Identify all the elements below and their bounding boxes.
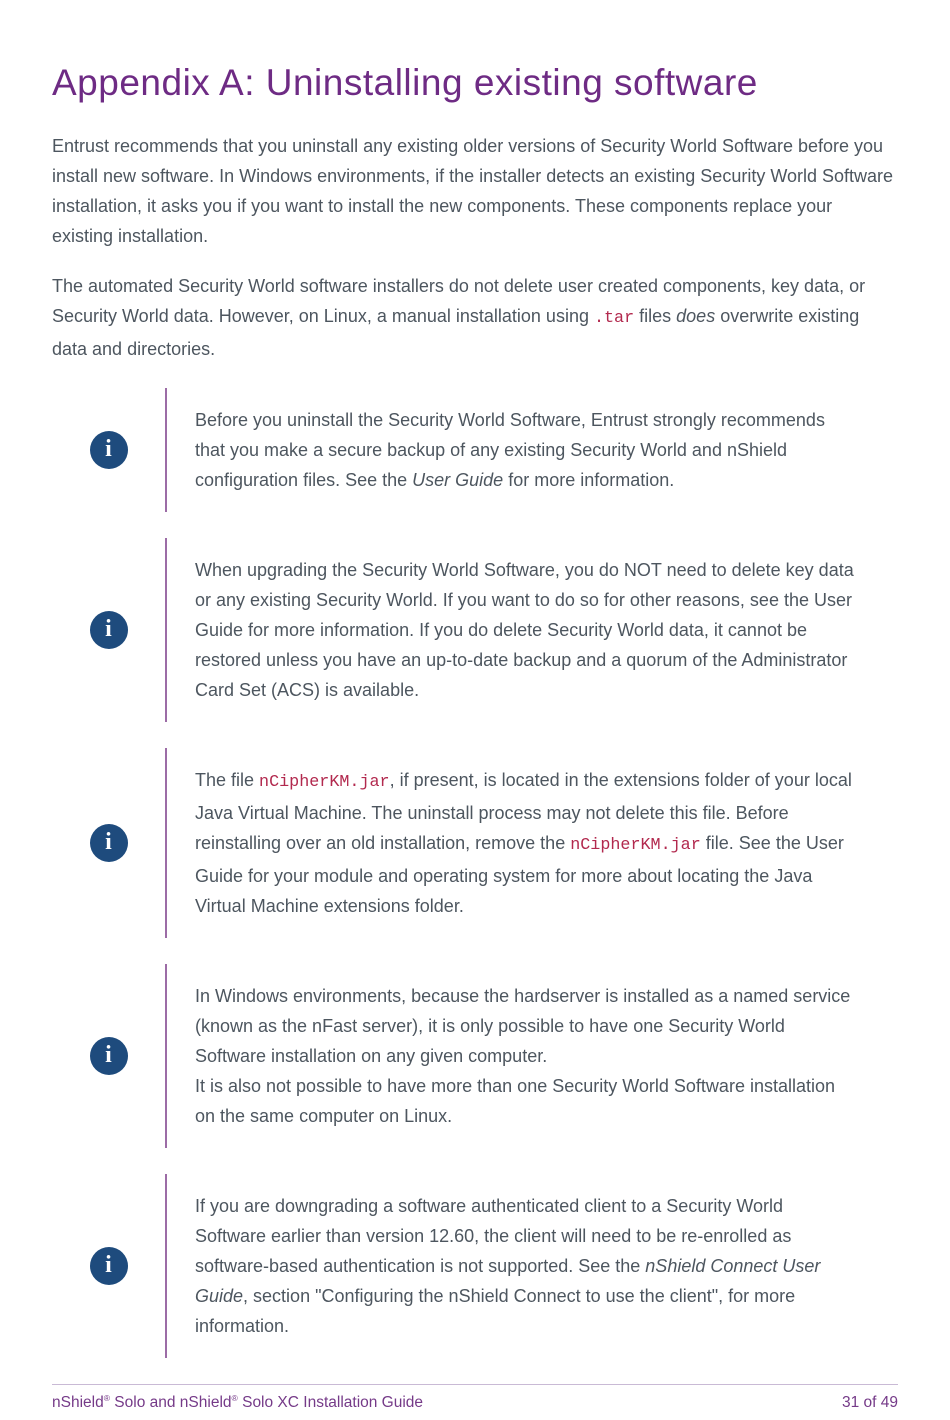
note-icon-column xyxy=(52,964,165,1148)
info-icon-glyph: i xyxy=(105,1041,112,1068)
note-text: The file nCipherKM.jar, if present, is located in the extensions folder of your local Java Virtual Machine. The uninstall process may not delete this file. Before reinstalling over an old installation, remove the nCipherKM.jar file. See the User Guide for your module and operating system for more about locating the Java Virtual Machine extensions folder. xyxy=(165,748,898,938)
page-title: Appendix A: Uninstalling existing software xyxy=(52,62,758,103)
info-icon xyxy=(90,431,128,469)
info-icon xyxy=(90,611,128,649)
note-callout xyxy=(52,1174,898,1358)
note-icon-column xyxy=(52,1174,165,1358)
footer-divider xyxy=(52,1384,898,1385)
note-callout xyxy=(52,538,898,722)
footer-document-title: nShield® Solo and nShield® Solo XC Installation Guide xyxy=(52,1392,424,1411)
note-callout xyxy=(52,964,898,1148)
note-text: In Windows environments, because the hardserver is installed as a named service (known as the nFast server), it is only possible to have one Security World Software installation on any given computer. It is also not possible to have more than one Security World Software installation on the same computer on Linux. xyxy=(165,964,898,1148)
info-icon-glyph: i xyxy=(105,1251,112,1278)
paragraph: The automated Security World software installers do not delete user created components, key data, or Security World data. However, on Linux, a manual installation using .tar files does overwrite existing data and directories. xyxy=(52,275,866,359)
note-callout xyxy=(52,748,898,938)
info-icon-glyph: i xyxy=(105,435,112,462)
info-icon xyxy=(90,824,128,862)
page-footer xyxy=(0,1384,950,1420)
info-icon-glyph: i xyxy=(105,615,112,642)
paragraph: Entrust recommends that you uninstall any existing older versions of Security World Software before you install new software. In Windows environments, if the installer detects an existing Security World Software installation, it asks you if you want to install the new components. These components replace your existing installation. xyxy=(52,135,894,246)
info-icon xyxy=(90,1037,128,1075)
note-text: If you are downgrading a software authenticated client to a Security World Software earlier than version 12.60, the client will need to be re-enrolled as software-based authentication is not supported. See the nShield Connect User Guide, section "Configuring the nShield Connect to use the client", for more information. xyxy=(165,1174,898,1358)
footer-page-number: 31 of 49 xyxy=(841,1393,898,1411)
note-icon-column xyxy=(52,388,165,512)
note-text: Before you uninstall the Security World Software, Entrust strongly recommends that you make a secure backup of any existing Security World and nShield configuration files. See the User Guide for more information. xyxy=(165,388,898,512)
info-icon-glyph: i xyxy=(105,828,112,855)
note-icon-column xyxy=(52,748,165,938)
note-icon-column xyxy=(52,538,165,722)
note-callout xyxy=(52,388,898,512)
info-icon xyxy=(90,1247,128,1285)
note-text: When upgrading the Security World Software, you do NOT need to delete key data or any existing Security World. If you want to do so for other reasons, see the User Guide for more information. If you do delete Security World data, it cannot be restored unless you have an up-to-date backup and a quorum of the Administrator Card Set (ACS) is available. xyxy=(165,538,898,722)
